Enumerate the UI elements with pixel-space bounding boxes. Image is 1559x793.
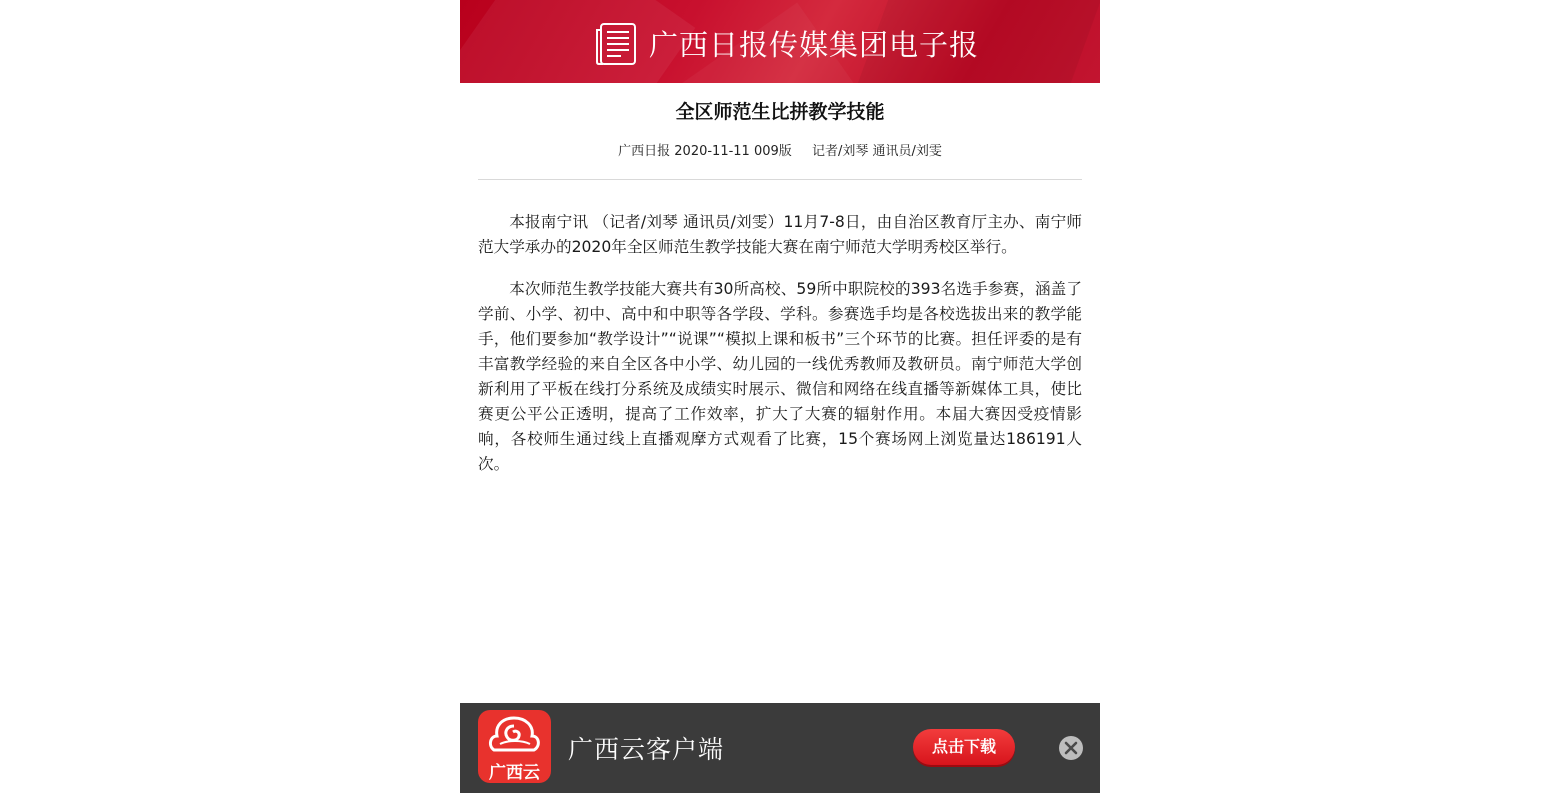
meta-source: 广西日报	[618, 144, 671, 159]
article-meta	[460, 140, 1100, 159]
app-logo-text: 广西云	[489, 763, 540, 783]
article-title: 全区师范生比拼教学技能	[675, 101, 885, 123]
app-logo[interactable]	[478, 710, 551, 783]
article-paragraph: 本报南宁讯 （记者/刘琴 通讯员/刘雯）11月7-8日，由自治区教育厅主办、南宁师范大学承办的2020年全区师范生教学技能大赛在南宁师范大学明秀校区举行。	[478, 213, 1082, 256]
close-banner-button[interactable]	[1059, 736, 1083, 760]
download-button[interactable]: 点击下载	[913, 729, 1015, 765]
meta-authors: 记者/刘琴 通讯员/刘雯	[811, 144, 942, 159]
app-name: 广西云客户端	[568, 735, 725, 764]
masthead	[460, 0, 1100, 83]
meta-date: 2020-11-11	[674, 144, 750, 159]
divider	[478, 179, 1082, 180]
app-download-banner	[460, 703, 1100, 793]
close-icon	[1059, 736, 1083, 760]
newspaper-icon	[595, 20, 639, 66]
meta-edition: 009版	[753, 144, 792, 159]
masthead-title: 广西日报传媒集团电子报	[649, 27, 980, 62]
article-body	[478, 210, 1082, 494]
page	[460, 0, 1100, 793]
masthead-brand[interactable]	[595, 20, 979, 66]
article-paragraph: 本次师范生教学技能大赛共有30所高校、59所中职院校的393名选手参赛，涵盖了学前、小学、初中、高中和中职等各学段、学科。参赛选手均是各校选拔出来的教学能手，他们要参加“教学设计”“说课”“模拟上课和板书”三个环节的比赛。担任评委的是有丰富教学经验的来自全区各中小学、幼儿园的一线优秀教师及教研员。南宁师范大学创新利用了平板在线打分系统及成绩实时展示、微信和网络在线直播等新媒体工具，使比赛更公平公正透明，提高了工作效率，扩大了大赛的辐射作用。本届大赛因受疫情影响，各校师生通过线上直播观摩方式观看了比赛，15个赛场网上浏览量达186191人次。	[478, 280, 1082, 473]
